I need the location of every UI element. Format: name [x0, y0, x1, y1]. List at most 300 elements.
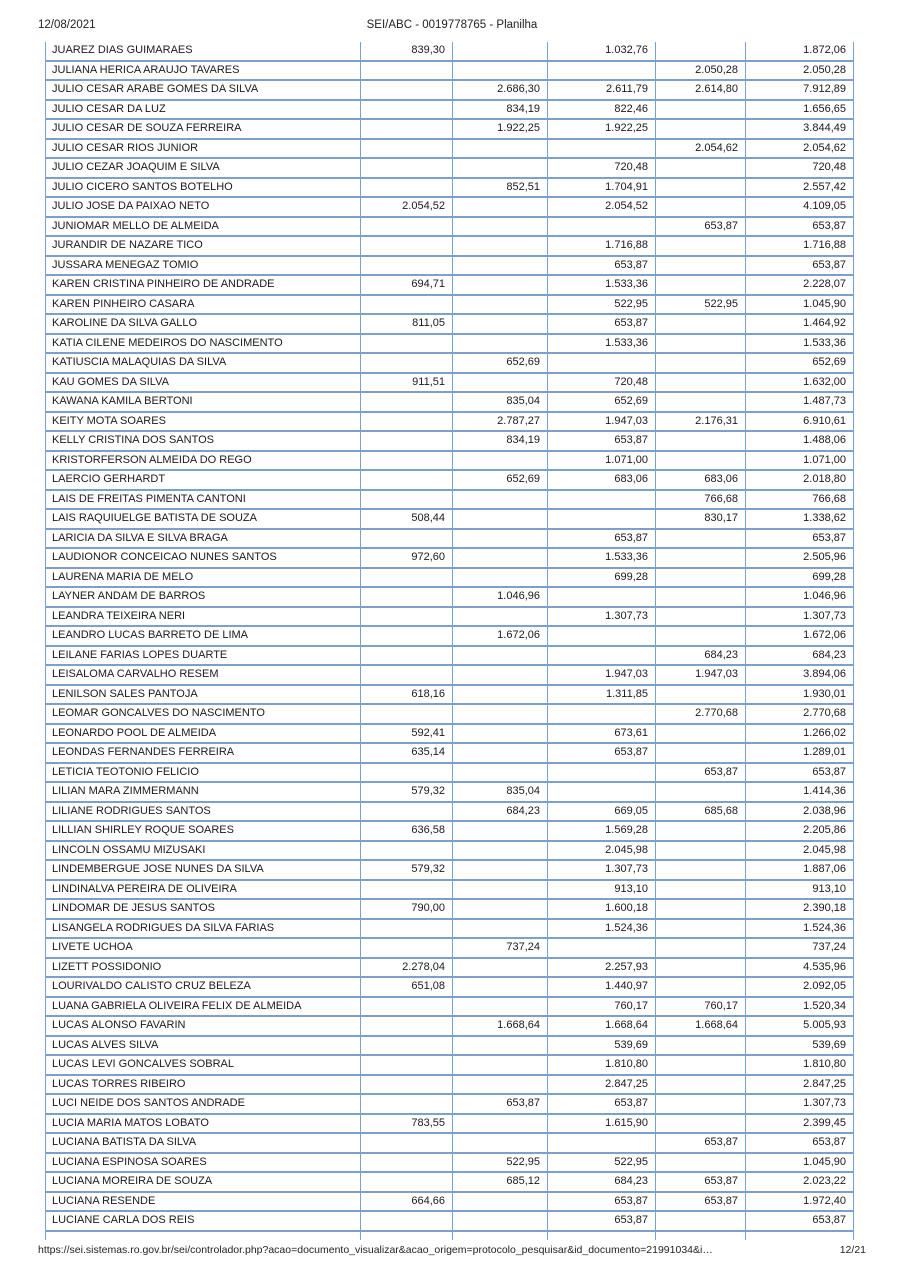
value-cell-c1 — [361, 608, 453, 626]
value-cell-c2: 1.046,96 — [453, 588, 548, 606]
table-row-partial — [46, 1232, 854, 1240]
person-name-cell: LAERCIO GERHARDT — [46, 471, 361, 489]
value-cell-c3: 1.533,36 — [548, 549, 656, 567]
person-name-cell: LENILSON SALES PANTOJA — [46, 686, 361, 704]
value-cell-c2 — [453, 861, 548, 879]
value-cell-c3 — [548, 1232, 656, 1240]
table-row — [46, 764, 854, 784]
person-name-cell: LAIS DE FREITAS PIMENTA CANTONI — [46, 491, 361, 509]
value-cell-total: 1.887,06 — [746, 861, 854, 879]
value-cell-c3: 669,05 — [548, 803, 656, 821]
value-cell-c4 — [656, 257, 746, 275]
value-cell-c4 — [656, 237, 746, 255]
value-cell-c4 — [656, 1154, 746, 1172]
value-cell-c1 — [361, 432, 453, 450]
value-cell-total: 2.847,25 — [746, 1076, 854, 1094]
table-row — [46, 179, 854, 199]
person-name-cell: LETICIA TEOTONIO FELICIO — [46, 764, 361, 782]
person-name-cell: LILLIAN SHIRLEY ROQUE SOARES — [46, 822, 361, 840]
value-cell-c1 — [361, 296, 453, 314]
value-cell-c3: 653,87 — [548, 1095, 656, 1113]
person-name-cell: JULIO CESAR ARABE GOMES DA SILVA — [46, 81, 361, 99]
table-row — [46, 959, 854, 979]
value-cell-c3: 720,48 — [548, 374, 656, 392]
person-name-cell: LUCIANA BATISTA DA SILVA — [46, 1134, 361, 1152]
value-cell-c1 — [361, 101, 453, 119]
value-cell-total: 1.533,36 — [746, 335, 854, 353]
value-cell-total: 2.770,68 — [746, 705, 854, 723]
value-cell-c2 — [453, 1232, 548, 1240]
value-cell-c1 — [361, 393, 453, 411]
table-row — [46, 1193, 854, 1213]
table-row — [46, 920, 854, 940]
value-cell-total: 1.045,90 — [746, 1154, 854, 1172]
value-cell-c3: 1.922,25 — [548, 120, 656, 138]
table-row — [46, 588, 854, 608]
value-cell-c2 — [453, 920, 548, 938]
value-cell-c3: 653,87 — [548, 1193, 656, 1211]
value-cell-c1 — [361, 62, 453, 80]
value-cell-c3 — [548, 705, 656, 723]
value-cell-c2: 835,04 — [453, 393, 548, 411]
value-cell-c3: 2.611,79 — [548, 81, 656, 99]
value-cell-c1 — [361, 627, 453, 645]
person-name-cell: LEISALOMA CARVALHO RESEM — [46, 666, 361, 684]
table-row — [46, 1095, 854, 1115]
value-cell-c1: 664,66 — [361, 1193, 453, 1211]
value-cell-c2: 522,95 — [453, 1154, 548, 1172]
person-name-cell: JULIO CEZAR JOAQUIM E SILVA — [46, 159, 361, 177]
person-name-cell: LUCI NEIDE DOS SANTOS ANDRADE — [46, 1095, 361, 1113]
value-cell-c1: 811,05 — [361, 315, 453, 333]
value-cell-c3: 1.533,36 — [548, 335, 656, 353]
value-cell-c1 — [361, 647, 453, 665]
value-cell-c2: 834,19 — [453, 432, 548, 450]
person-name-cell: LEOMAR GONCALVES DO NASCIMENTO — [46, 705, 361, 723]
person-name-cell: JULIO CESAR RIOS JUNIOR — [46, 140, 361, 158]
value-cell-total: 2.045,98 — [746, 842, 854, 860]
value-cell-c4: 2.054,62 — [656, 140, 746, 158]
value-cell-c2 — [453, 1076, 548, 1094]
value-cell-c2: 653,87 — [453, 1095, 548, 1113]
person-name-cell: LUCAS LEVI GONCALVES SOBRAL — [46, 1056, 361, 1074]
page-footer — [38, 1244, 866, 1260]
value-cell-total: 1.488,06 — [746, 432, 854, 450]
person-name-cell: KATIUSCIA MALAQUIAS DA SILVA — [46, 354, 361, 372]
value-cell-c2: 852,51 — [453, 179, 548, 197]
value-cell-c2 — [453, 237, 548, 255]
value-cell-c3: 1.704,91 — [548, 179, 656, 197]
value-cell-total: 1.930,01 — [746, 686, 854, 704]
value-cell-c1 — [361, 471, 453, 489]
value-cell-c3: 720,48 — [548, 159, 656, 177]
person-name-cell: LEONARDO POOL DE ALMEIDA — [46, 725, 361, 743]
value-cell-total: 653,87 — [746, 1134, 854, 1152]
table-row — [46, 413, 854, 433]
value-cell-c3: 1.307,73 — [548, 861, 656, 879]
person-name-cell: LAYNER ANDAM DE BARROS — [46, 588, 361, 606]
value-cell-total: 1.487,73 — [746, 393, 854, 411]
value-cell-c1: 839,30 — [361, 42, 453, 60]
table-row — [46, 822, 854, 842]
value-cell-c4: 1.947,03 — [656, 666, 746, 684]
value-cell-c4 — [656, 1037, 746, 1055]
value-cell-c1 — [361, 81, 453, 99]
value-cell-total: 2.023,22 — [746, 1173, 854, 1191]
value-cell-c3: 539,69 — [548, 1037, 656, 1055]
value-cell-c1 — [361, 354, 453, 372]
table-row — [46, 218, 854, 238]
value-cell-c1 — [361, 1076, 453, 1094]
person-name-cell: LAURENA MARIA DE MELO — [46, 569, 361, 587]
table-row — [46, 393, 854, 413]
value-cell-c1: 508,44 — [361, 510, 453, 528]
value-cell-c4: 522,95 — [656, 296, 746, 314]
value-cell-c1 — [361, 1037, 453, 1055]
value-cell-c4 — [656, 1095, 746, 1113]
value-cell-total: 1.289,01 — [746, 744, 854, 762]
value-cell-c2 — [453, 998, 548, 1016]
value-cell-total: 720,48 — [746, 159, 854, 177]
value-cell-c4 — [656, 725, 746, 743]
value-cell-total: 2.018,80 — [746, 471, 854, 489]
value-cell-c4 — [656, 920, 746, 938]
value-cell-c4 — [656, 42, 746, 60]
value-cell-c4 — [656, 1115, 746, 1133]
value-cell-c4 — [656, 900, 746, 918]
value-cell-c2: 685,12 — [453, 1173, 548, 1191]
table-row — [46, 627, 854, 647]
value-cell-c2: 652,69 — [453, 354, 548, 372]
value-cell-c3: 1.071,00 — [548, 452, 656, 470]
value-cell-total: 699,28 — [746, 569, 854, 587]
value-cell-c4: 653,87 — [656, 1193, 746, 1211]
value-cell-c3: 1.810,80 — [548, 1056, 656, 1074]
value-cell-c1 — [361, 491, 453, 509]
table-row — [46, 705, 854, 725]
table-row — [46, 159, 854, 179]
value-cell-c3 — [548, 939, 656, 957]
value-cell-c1 — [361, 1095, 453, 1113]
value-cell-c4: 683,06 — [656, 471, 746, 489]
value-cell-c2 — [453, 842, 548, 860]
value-cell-total: 2.038,96 — [746, 803, 854, 821]
table-row — [46, 686, 854, 706]
person-name-cell: LINDINALVA PEREIRA DE OLIVEIRA — [46, 881, 361, 899]
value-cell-c4 — [656, 374, 746, 392]
value-cell-c2 — [453, 822, 548, 840]
value-cell-c3: 1.533,36 — [548, 276, 656, 294]
value-cell-c4: 760,17 — [656, 998, 746, 1016]
value-cell-c1: 579,32 — [361, 783, 453, 801]
value-cell-c4 — [656, 861, 746, 879]
value-cell-c2 — [453, 1115, 548, 1133]
value-cell-c3: 1.307,73 — [548, 608, 656, 626]
value-cell-total: 652,69 — [746, 354, 854, 372]
value-cell-c1 — [361, 1212, 453, 1230]
value-cell-c2 — [453, 1212, 548, 1230]
value-cell-total: 1.656,65 — [746, 101, 854, 119]
person-name-cell: LUCAS ALVES SILVA — [46, 1037, 361, 1055]
value-cell-c4: 1.668,64 — [656, 1017, 746, 1035]
value-cell-c1 — [361, 530, 453, 548]
value-cell-c3 — [548, 647, 656, 665]
value-cell-total: 684,23 — [746, 647, 854, 665]
value-cell-c1 — [361, 920, 453, 938]
value-cell-c4 — [656, 588, 746, 606]
person-name-cell: LAIS RAQUIUELGE BATISTA DE SOUZA — [46, 510, 361, 528]
value-cell-total: 1.872,06 — [746, 42, 854, 60]
table-row — [46, 471, 854, 491]
value-cell-total: 1.464,92 — [746, 315, 854, 333]
person-name-cell: LINDOMAR DE JESUS SANTOS — [46, 900, 361, 918]
value-cell-c2 — [453, 276, 548, 294]
value-cell-c3 — [548, 783, 656, 801]
person-name-cell: KATIA CILENE MEDEIROS DO NASCIMENTO — [46, 335, 361, 353]
value-cell-c2 — [453, 1193, 548, 1211]
table-row — [46, 647, 854, 667]
value-cell-c1 — [361, 764, 453, 782]
value-cell-c1 — [361, 569, 453, 587]
value-cell-c3: 673,61 — [548, 725, 656, 743]
value-cell-c3: 760,17 — [548, 998, 656, 1016]
value-cell-c1 — [361, 140, 453, 158]
value-cell-c1 — [361, 179, 453, 197]
table-row — [46, 1037, 854, 1057]
person-name-cell: KAREN PINHEIRO CASARA — [46, 296, 361, 314]
table-row — [46, 257, 854, 277]
value-cell-c1: 636,58 — [361, 822, 453, 840]
person-name-cell: KAWANA KAMILA BERTONI — [46, 393, 361, 411]
value-cell-total: 1.045,90 — [746, 296, 854, 314]
value-cell-c4: 653,87 — [656, 218, 746, 236]
value-cell-c3 — [548, 764, 656, 782]
table-row — [46, 1076, 854, 1096]
value-cell-c2 — [453, 647, 548, 665]
value-cell-total: 7.912,89 — [746, 81, 854, 99]
value-cell-c2: 2.787,27 — [453, 413, 548, 431]
value-cell-total — [746, 1232, 854, 1240]
value-cell-total: 1.338,62 — [746, 510, 854, 528]
value-cell-total: 2.228,07 — [746, 276, 854, 294]
value-cell-c4 — [656, 881, 746, 899]
value-cell-c4: 2.614,80 — [656, 81, 746, 99]
value-cell-c3: 2.847,25 — [548, 1076, 656, 1094]
value-cell-c2 — [453, 198, 548, 216]
table-row — [46, 62, 854, 82]
value-cell-c1: 618,16 — [361, 686, 453, 704]
value-cell-c4 — [656, 686, 746, 704]
value-cell-c2 — [453, 62, 548, 80]
value-cell-c4: 653,87 — [656, 1134, 746, 1152]
person-name-cell: KRISTORFERSON ALMEIDA DO REGO — [46, 452, 361, 470]
person-name-cell: LUCAS ALONSO FAVARIN — [46, 1017, 361, 1035]
value-cell-c1 — [361, 335, 453, 353]
value-cell-c2 — [453, 159, 548, 177]
person-name-cell: LEANDRO LUCAS BARRETO DE LIMA — [46, 627, 361, 645]
value-cell-c1 — [361, 705, 453, 723]
value-cell-c3: 522,95 — [548, 1154, 656, 1172]
value-cell-c3: 1.569,28 — [548, 822, 656, 840]
value-cell-c4 — [656, 608, 746, 626]
value-cell-c2: 1.922,25 — [453, 120, 548, 138]
person-name-cell: KEITY MOTA SOARES — [46, 413, 361, 431]
table-row — [46, 783, 854, 803]
person-name-cell: LUCIANE CARLA DOS REIS — [46, 1212, 361, 1230]
table-row — [46, 1173, 854, 1193]
value-cell-c1: 783,55 — [361, 1115, 453, 1133]
value-cell-c3 — [548, 62, 656, 80]
value-cell-c4 — [656, 1232, 746, 1240]
value-cell-c2 — [453, 335, 548, 353]
value-cell-c1 — [361, 413, 453, 431]
table-row — [46, 900, 854, 920]
page-number: 12/21 — [839, 1244, 866, 1256]
value-cell-c4 — [656, 432, 746, 450]
value-cell-c1: 579,32 — [361, 861, 453, 879]
value-cell-c1: 694,71 — [361, 276, 453, 294]
value-cell-c1 — [361, 842, 453, 860]
value-cell-c4 — [656, 120, 746, 138]
value-cell-c1 — [361, 588, 453, 606]
value-cell-total: 1.716,88 — [746, 237, 854, 255]
table-row — [46, 998, 854, 1018]
value-cell-c2 — [453, 725, 548, 743]
value-cell-c2 — [453, 530, 548, 548]
value-cell-c1 — [361, 998, 453, 1016]
value-cell-c1 — [361, 939, 453, 957]
value-cell-c3: 2.045,98 — [548, 842, 656, 860]
value-cell-c3: 1.440,97 — [548, 978, 656, 996]
person-name-cell: JULIO CESAR DE SOUZA FERREIRA — [46, 120, 361, 138]
value-cell-c2 — [453, 666, 548, 684]
value-cell-c4 — [656, 530, 746, 548]
person-name-cell: LUCIANA MOREIRA DE SOUZA — [46, 1173, 361, 1191]
table-row — [46, 510, 854, 530]
person-name-cell: KELLY CRISTINA DOS SANTOS — [46, 432, 361, 450]
value-cell-total: 2.092,05 — [746, 978, 854, 996]
person-name-cell: LEONDAS FERNANDES FERREIRA — [46, 744, 361, 762]
value-cell-c4: 684,23 — [656, 647, 746, 665]
table-row — [46, 491, 854, 511]
person-name-cell: JUNIOMAR MELLO DE ALMEIDA — [46, 218, 361, 236]
person-name-cell: LINCOLN OSSAMU MIZUSAKI — [46, 842, 361, 860]
value-cell-c1: 592,41 — [361, 725, 453, 743]
table-row — [46, 335, 854, 355]
value-cell-c1 — [361, 881, 453, 899]
value-cell-c3: 2.257,93 — [548, 959, 656, 977]
value-cell-c2 — [453, 42, 548, 60]
value-cell-c3: 1.524,36 — [548, 920, 656, 938]
table-row — [46, 101, 854, 121]
person-name-cell: LILIAN MARA ZIMMERMANN — [46, 783, 361, 801]
value-cell-total: 737,24 — [746, 939, 854, 957]
value-cell-total: 1.046,96 — [746, 588, 854, 606]
value-cell-c2 — [453, 705, 548, 723]
person-name-cell: JURANDIR DE NAZARE TICO — [46, 237, 361, 255]
person-name-cell: LINDEMBERGUE JOSE NUNES DA SILVA — [46, 861, 361, 879]
value-cell-total: 1.307,73 — [746, 608, 854, 626]
value-cell-c1: 911,51 — [361, 374, 453, 392]
value-cell-c1: 972,60 — [361, 549, 453, 567]
spreadsheet-table — [45, 42, 854, 1240]
value-cell-c3: 913,10 — [548, 881, 656, 899]
value-cell-c4 — [656, 569, 746, 587]
value-cell-c4 — [656, 1212, 746, 1230]
value-cell-c1 — [361, 803, 453, 821]
value-cell-c4 — [656, 159, 746, 177]
value-cell-c4 — [656, 315, 746, 333]
value-cell-c2 — [453, 881, 548, 899]
table-row — [46, 120, 854, 140]
value-cell-total: 653,87 — [746, 1212, 854, 1230]
table-row — [46, 530, 854, 550]
value-cell-c3: 1.311,85 — [548, 686, 656, 704]
table-row — [46, 315, 854, 335]
value-cell-c2 — [453, 218, 548, 236]
value-cell-c1: 651,08 — [361, 978, 453, 996]
value-cell-c3: 652,69 — [548, 393, 656, 411]
value-cell-c4: 2.176,31 — [656, 413, 746, 431]
value-cell-c2: 1.672,06 — [453, 627, 548, 645]
value-cell-c3: 1.032,76 — [548, 42, 656, 60]
value-cell-total: 5.005,93 — [746, 1017, 854, 1035]
value-cell-total: 2.399,45 — [746, 1115, 854, 1133]
value-cell-c4 — [656, 198, 746, 216]
value-cell-total: 539,69 — [746, 1037, 854, 1055]
value-cell-total: 2.390,18 — [746, 900, 854, 918]
document-url: https://sei.sistemas.ro.gov.br/sei/controlador.php?acao=documento_visualizar&acao_origem=protocolo_pesquisar&id_documento=21991034&i… — [38, 1244, 713, 1256]
value-cell-c4 — [656, 335, 746, 353]
value-cell-total: 1.972,40 — [746, 1193, 854, 1211]
value-cell-c4 — [656, 452, 746, 470]
value-cell-c2 — [453, 686, 548, 704]
value-cell-total: 2.557,42 — [746, 179, 854, 197]
value-cell-c3: 1.716,88 — [548, 237, 656, 255]
value-cell-c2 — [453, 900, 548, 918]
value-cell-total: 1.520,34 — [746, 998, 854, 1016]
value-cell-c2 — [453, 296, 548, 314]
table-row — [46, 803, 854, 823]
value-cell-total: 6.910,61 — [746, 413, 854, 431]
value-cell-c1 — [361, 257, 453, 275]
value-cell-c3: 1.600,18 — [548, 900, 656, 918]
person-name-cell — [46, 1232, 361, 1240]
value-cell-c2 — [453, 1056, 548, 1074]
value-cell-c1 — [361, 452, 453, 470]
value-cell-total: 3.894,06 — [746, 666, 854, 684]
value-cell-c3: 684,23 — [548, 1173, 656, 1191]
table-row — [46, 296, 854, 316]
value-cell-c4 — [656, 939, 746, 957]
value-cell-c2 — [453, 315, 548, 333]
table-row — [46, 608, 854, 628]
value-cell-total: 1.307,73 — [746, 1095, 854, 1113]
person-name-cell: LUCAS TORRES RIBEIRO — [46, 1076, 361, 1094]
value-cell-c1 — [361, 218, 453, 236]
value-cell-c2: 2.686,30 — [453, 81, 548, 99]
value-cell-c3 — [548, 588, 656, 606]
value-cell-c1: 790,00 — [361, 900, 453, 918]
table-row — [46, 549, 854, 569]
value-cell-c3 — [548, 218, 656, 236]
value-cell-total: 653,87 — [746, 530, 854, 548]
person-name-cell: KAROLINE DA SILVA GALLO — [46, 315, 361, 333]
value-cell-c3 — [548, 510, 656, 528]
value-cell-c2: 1.668,64 — [453, 1017, 548, 1035]
value-cell-c2 — [453, 452, 548, 470]
value-cell-c3 — [548, 491, 656, 509]
